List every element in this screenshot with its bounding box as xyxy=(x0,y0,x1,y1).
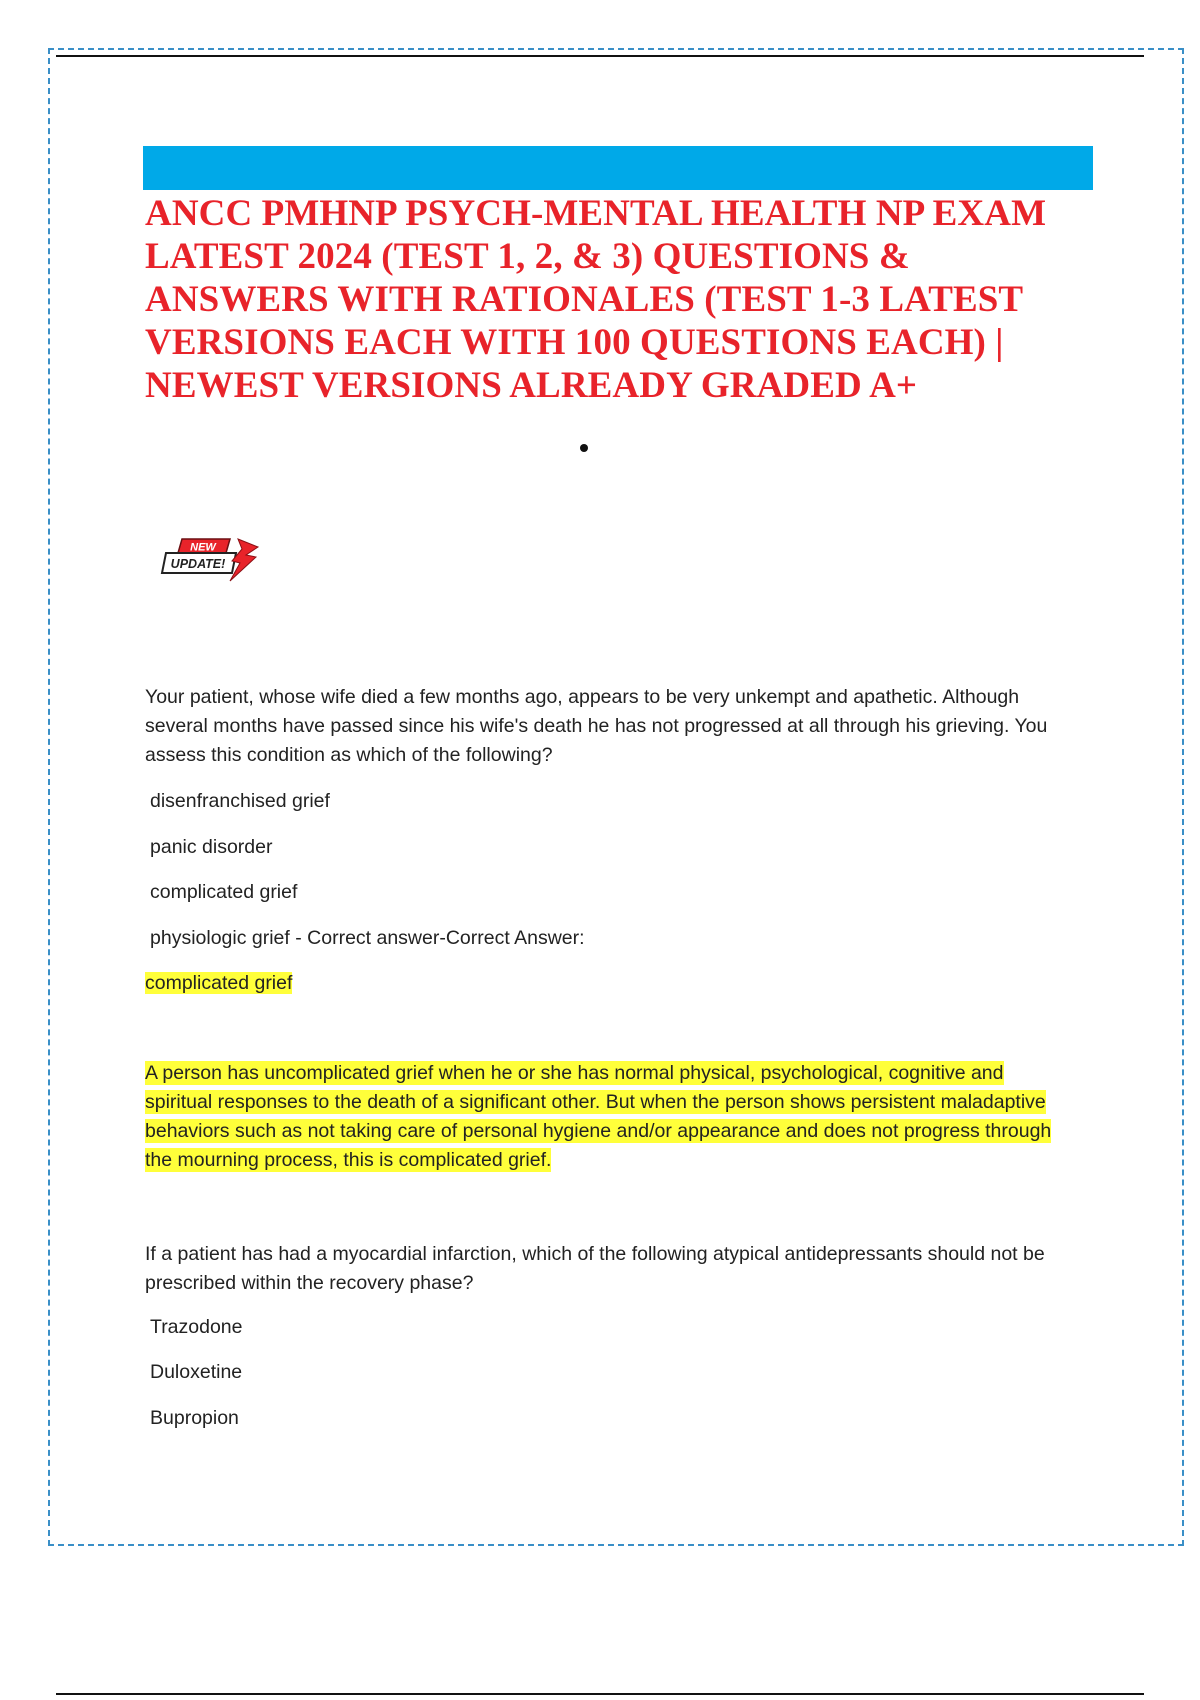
footer-rule xyxy=(56,1693,1144,1695)
title-banner xyxy=(143,146,1093,190)
badge-update-text: UPDATE! xyxy=(170,557,226,571)
question-1-stem: Your patient, whose wife died a few months ago, appears to be very unkempt and apathetic. Although several months have passed since his wife's death he has not progressed at all through his grieving. You assess this condition as which of the following? xyxy=(145,686,1048,766)
question-1-option-a: disenfranchised grief xyxy=(150,790,330,812)
badge-new-text: NEW xyxy=(190,541,216,554)
question-2-stem: If a patient has had a myocardial infarction, which of the following atypical antidepressants should not be prescribed within the recovery phase? xyxy=(145,1243,1045,1294)
question-2-option-a: Trazodone xyxy=(150,1316,243,1338)
question-1-rationale-block xyxy=(145,1059,1065,1175)
question-2-stem-block xyxy=(145,1240,1085,1298)
document-title: ANCC PMHNP PSYCH-MENTAL HEALTH NP EXAM LATEST 2024 (TEST 1, 2, & 3) QUESTIONS & ANSWERS WITH RATIONALES (TEST 1-3 LATEST VERSIONS EACH WITH 100 QUESTIONS EACH) | NEWEST VERSIONS ALREADY GRADED A+ xyxy=(145,193,1047,406)
question-1-stem-block xyxy=(145,683,1085,770)
question-1-option-d: physiologic grief - Correct answer-Correct Answer: xyxy=(150,927,585,949)
header-rule xyxy=(56,55,1144,57)
question-1-rationale: A person has uncomplicated grief when he or she has normal physical, psychological, cognitive and spiritual responses to the death of a significant other. But when the person shows persistent maladaptive behaviors such as not taking care of personal hygiene and/or appearance and does not progress through the mourning process, this is complicated grief. xyxy=(145,1062,1052,1171)
question-1-answer-block xyxy=(145,970,292,996)
new-update-badge-icon xyxy=(160,535,260,583)
question-1-option-c: complicated grief xyxy=(150,881,298,903)
question-1-answer: complicated grief xyxy=(145,972,293,994)
question-2-option-b: Duloxetine xyxy=(150,1361,243,1383)
question-2-option-c: Bupropion xyxy=(150,1407,239,1429)
bullet-point xyxy=(580,444,588,452)
question-1-option-b: panic disorder xyxy=(150,836,273,858)
